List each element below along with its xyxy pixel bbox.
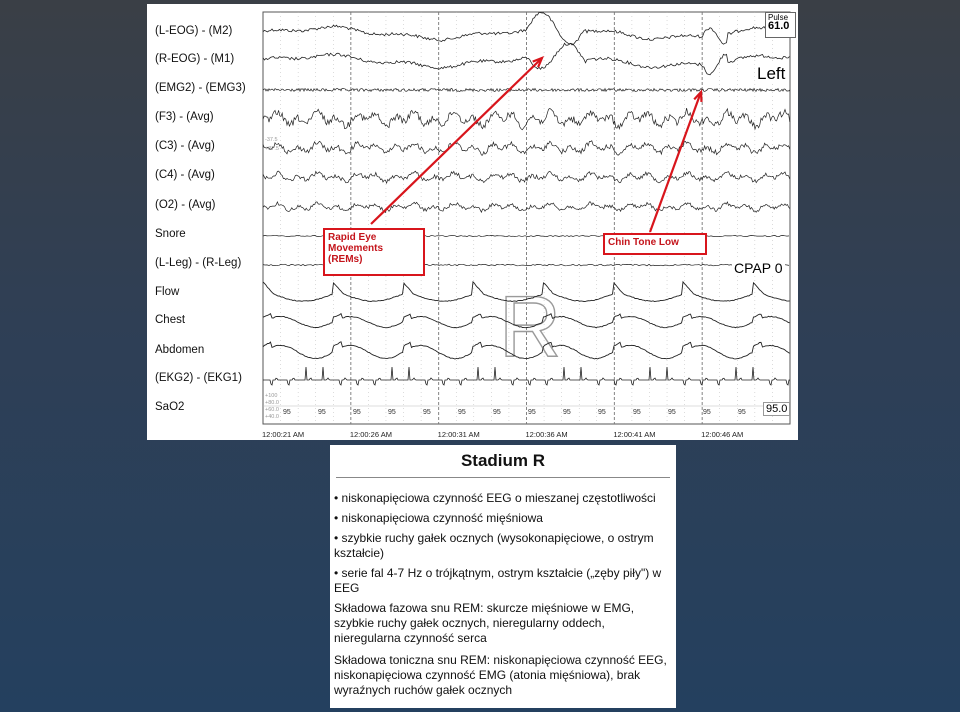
channel-label: (R-EOG) - (M1) bbox=[155, 53, 235, 65]
criterion-bullet: • szybkie ruchy gałek ocznych (wysokonapięciowe, o ostrym kształcie) bbox=[334, 531, 654, 560]
channel-label: (L-Leg) - (R-Leg) bbox=[155, 257, 242, 269]
sao2-sample-value: 95 bbox=[738, 409, 746, 416]
sao2-sample-value: 95 bbox=[598, 409, 606, 416]
channel-label: Abdomen bbox=[155, 344, 205, 356]
sao2-sample-value: 95 bbox=[563, 409, 571, 416]
stage-watermark: R bbox=[499, 279, 562, 375]
phasic-component-text: Składowa fazowa snu REM: skurcze mięśniowe w EMG, szybkie ruchy gałek ocznych, nieregularny oddech, nieregularna czynność serca bbox=[334, 601, 635, 645]
criterion-bullet: • niskonapięciowa czynność mięśniowa bbox=[334, 511, 543, 525]
sao2-sample-value: 95 bbox=[423, 409, 431, 416]
time-tick-label: 12:00:26 AM bbox=[349, 430, 392, 439]
sao2-sample-value: 95 bbox=[353, 409, 361, 416]
rem-arrow bbox=[371, 58, 542, 224]
title-divider bbox=[336, 477, 670, 478]
sao2-scale-label: +100 bbox=[265, 393, 278, 399]
sao2-sample-value: 95 bbox=[283, 409, 291, 416]
pulse-readout bbox=[765, 12, 796, 38]
sao2-sample-value: 95 bbox=[458, 409, 466, 416]
sao2-sample-value: 95 bbox=[528, 409, 536, 416]
sao2-readout: 95.0 bbox=[763, 402, 790, 416]
psg-recording-panel bbox=[147, 4, 798, 440]
time-tick-label: 12:00:46 AM bbox=[701, 430, 744, 439]
chin-tone-callout: Chin Tone Low bbox=[603, 233, 707, 255]
cpap-readout: CPAP 0 bbox=[734, 260, 783, 276]
stage-title: Stadium R bbox=[460, 451, 546, 470]
psg-traces bbox=[147, 4, 798, 440]
sao2-sample-value: 95 bbox=[633, 409, 641, 416]
sao2-sample-value: 95 bbox=[668, 409, 676, 416]
body-position-readout: Left bbox=[757, 64, 786, 83]
time-tick-label: 12:00:41 AM bbox=[613, 430, 656, 439]
sao2-scale-label: +80.0 bbox=[265, 400, 279, 406]
time-tick-label: 12:00:21 AM bbox=[262, 430, 305, 439]
rem-callout-line3: (REMs) bbox=[328, 254, 363, 265]
channel-label: Flow bbox=[155, 286, 180, 298]
channel-label: (EKG2) - (EKG1) bbox=[155, 372, 242, 384]
time-tick-label: 12:00:31 AM bbox=[437, 430, 480, 439]
stage-r-description-panel bbox=[330, 445, 676, 708]
time-tick-label: 12:00:36 AM bbox=[525, 430, 568, 439]
criterion-bullet: • niskonapięciowa czynność EEG o mieszanej częstotliwości bbox=[334, 491, 656, 505]
channel-label: (O2) - (Avg) bbox=[155, 199, 216, 211]
channel-label: (C4) - (Avg) bbox=[155, 169, 215, 181]
rem-callout-line1: Rapid Eye bbox=[328, 232, 377, 243]
eeg-scale-label: -37.5 bbox=[265, 137, 278, 143]
chin-tone-arrow bbox=[650, 92, 701, 232]
eeg-scale-label: +37.5 bbox=[265, 146, 279, 152]
channel-label: (L-EOG) - (M2) bbox=[155, 25, 233, 37]
pulse-label: Pulse bbox=[768, 13, 789, 22]
channel-label: (F3) - (Avg) bbox=[155, 111, 214, 123]
sao2-sample-value: 95 bbox=[493, 409, 501, 416]
sao2-sample-value: 95 bbox=[318, 409, 326, 416]
channel-label: (C3) - (Avg) bbox=[155, 140, 215, 152]
channel-label: SaO2 bbox=[155, 401, 185, 413]
channel-label: Chest bbox=[155, 314, 186, 326]
tonic-component-text: Składowa toniczna snu REM: niskonapięciowa czynność EEG, niskonapięciowa czynność EMG (atonia mięśniowa), brak wyraźnych ruchów gałek ocznych bbox=[334, 653, 667, 697]
sao2-scale-label: +60.0 bbox=[265, 407, 279, 413]
pulse-value: 61.0 bbox=[768, 20, 790, 32]
stage-body bbox=[334, 491, 672, 705]
sao2-sample-value: 95 bbox=[388, 409, 396, 416]
criterion-bullet: • serie fal 4-7 Hz o trójkątnym, ostrym kształcie („zęby piły") w EEG bbox=[334, 566, 662, 595]
rem-callout-line2: Movements bbox=[328, 243, 384, 254]
channel-label: (EMG2) - (EMG3) bbox=[155, 82, 246, 94]
sao2-scale-label: +40.0 bbox=[265, 414, 279, 420]
sao2-sample-value: 95 bbox=[703, 409, 711, 416]
rem-callout bbox=[323, 228, 425, 276]
channel-label: Snore bbox=[155, 228, 186, 240]
